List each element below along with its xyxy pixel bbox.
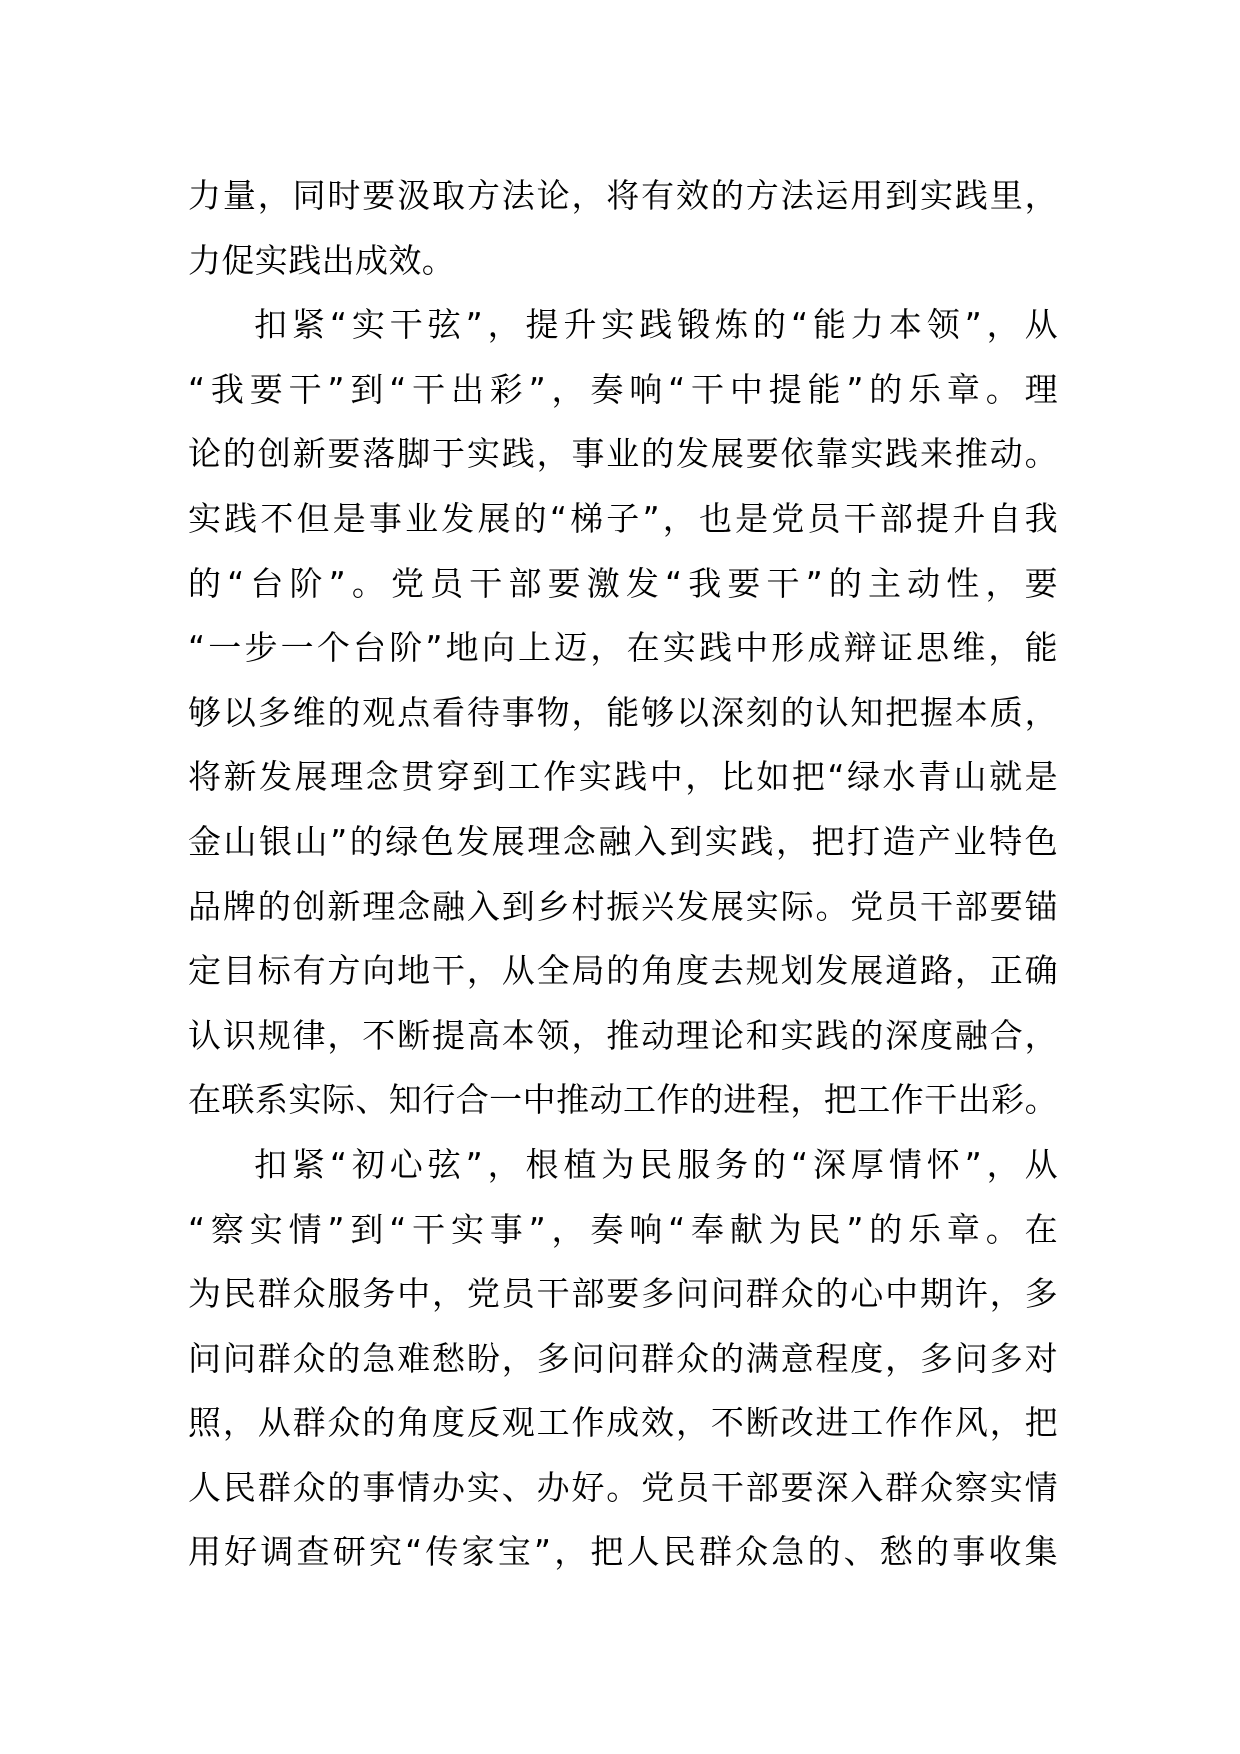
body-text [188, 164, 1058, 1585]
text-line: 人民群众的事情办实、办好。党员干部要深入群众察实情 [188, 1467, 1058, 1507]
text-line: 扣紧“初心弦”，根植为民服务的“深厚情怀”，从 [254, 1144, 1058, 1184]
text-line: 金山银山”的绿色发展理念融入到实践，把打造产业特色 [188, 821, 1058, 861]
text-line: 在联系实际、知行合一中推动工作的进程，把工作干出彩。 [188, 1080, 1058, 1120]
text-line: 的“台阶”。党员干部要激发“我要干”的主动性，要 [188, 563, 1058, 603]
text-line: “我要干”到“干出彩”，奏响“干中提能”的乐章。理 [188, 369, 1058, 409]
text-line: 认识规律，不断提高本领，推动理论和实践的深度融合， [188, 1015, 1058, 1055]
text-line: 照，从群众的角度反观工作成效，不断改进工作作风，把 [188, 1403, 1058, 1443]
text-line: 问问群众的急难愁盼，多问问群众的满意程度，多问多对 [188, 1338, 1058, 1378]
text-line: 实践不但是事业发展的“梯子”，也是党员干部提升自我 [188, 498, 1058, 538]
text-line: 用好调查研究“传家宝”，把人民群众急的、愁的事收集 [188, 1532, 1058, 1572]
text-line: 品牌的创新理念融入到乡村振兴发展实际。党员干部要锚 [188, 886, 1058, 926]
text-line: 力量，同时要汲取方法论，将有效的方法运用到实践里， [188, 176, 1058, 215]
text-line: 论的创新要落脚于实践，事业的发展要依靠实践来推动。 [188, 434, 1058, 474]
text-line: 够以多维的观点看待事物，能够以深刻的认知把握本质， [188, 692, 1058, 732]
text-line: 定目标有方向地干，从全局的角度去规划发展道路，正确 [188, 951, 1058, 991]
text-line: 将新发展理念贯穿到工作实践中，比如把“绿水青山就是 [188, 757, 1058, 797]
text-line: “一步一个台阶”地向上迈，在实践中形成辩证思维，能 [188, 628, 1058, 668]
text-line: 力促实践出成效。 [188, 240, 456, 280]
text-line: 扣紧“实干弦”，提升实践锻炼的“能力本领”，从 [254, 305, 1058, 345]
text-line: “察实情”到“干实事”，奏响“奉献为民”的乐章。在 [188, 1209, 1058, 1249]
text-line: 为民群众服务中，党员干部要多问问群众的心中期许，多 [188, 1274, 1058, 1314]
